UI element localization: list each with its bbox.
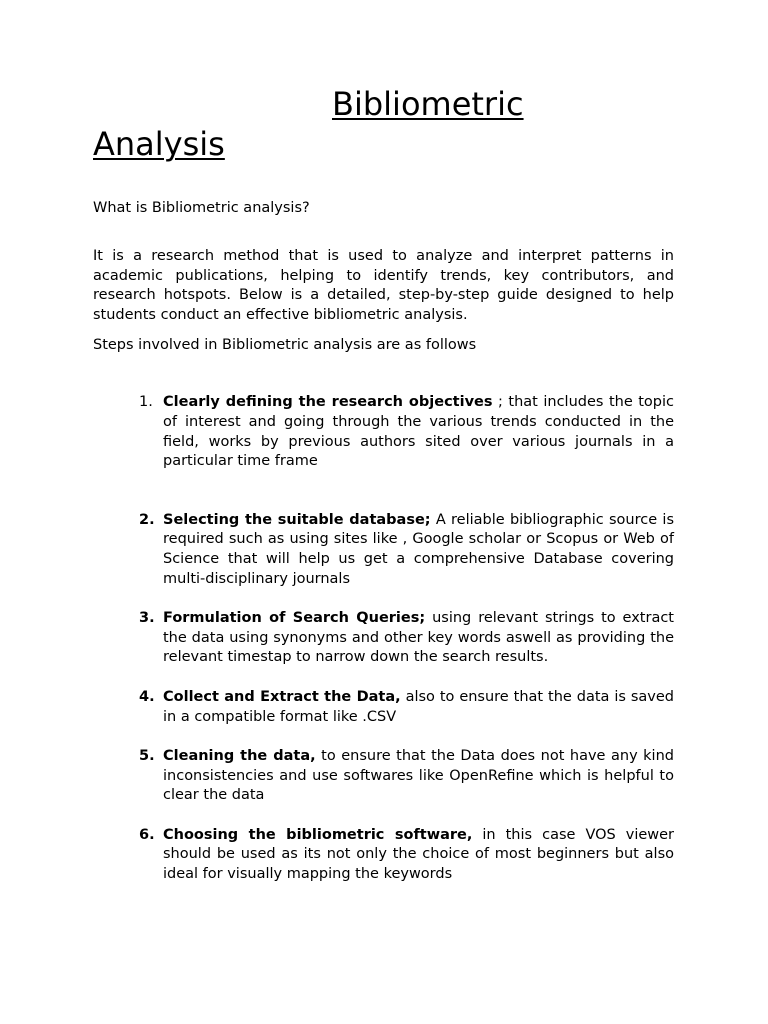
list-item <box>93 826 674 885</box>
list-item <box>93 609 674 668</box>
step-term: Formulation of Search Queries; <box>163 610 426 627</box>
list-item <box>93 688 674 727</box>
intro-paragraph: It is a research method that is used to analyze and interpret patterns in academic publications, helping to identify trends, key contributors, and research hotspots. Below is a detailed, step-by-step guide designed to help students conduct an effective bibliometric analysis. <box>93 248 674 323</box>
step-text: also to ensure that the data is saved in a compatible format like .CSV <box>163 688 674 725</box>
title-word-2: Analysis <box>93 125 225 163</box>
step-number: 2. <box>139 511 155 528</box>
step-text: using relevant strings to extract the data using synonyms and other key words aswell as providing the relevant timestap to narrow down the search results. <box>163 610 674 666</box>
step-number: 1. <box>139 394 153 411</box>
list-item <box>93 747 674 806</box>
step-number: 3. <box>139 610 155 627</box>
step-term: Clearly defining the research objectives <box>163 394 493 411</box>
steps-intro: Steps involved in Bibliometric analysis are as follows <box>93 337 477 354</box>
document-title <box>93 84 674 164</box>
step-text: in this case VOS viewer should be used as its not only the choice of most beginners but also ideal for visually mapping the keywords <box>163 826 675 883</box>
title-line-1 <box>93 84 674 124</box>
step-number: 4. <box>139 688 155 705</box>
step-term: Selecting the suitable database; <box>163 511 431 528</box>
step-text: to ensure that the Data does not have any kind inconsistencies and use softwares like OpenRefine which is helpful to clear the data <box>163 748 674 804</box>
title-word-1: Bibliometric <box>332 85 524 123</box>
step-term: Cleaning the data, <box>163 748 316 765</box>
step-text: ; that includes the topic of interest and going through the various trends conducted in the field, works by previous authors sited over various journals in a particular time frame <box>163 394 675 470</box>
step-number: 6. <box>139 826 155 843</box>
list-item <box>93 393 674 471</box>
step-term: Choosing the bibliometric software, <box>163 826 473 843</box>
step-text: A reliable bibliographic source is required such as using sites like , Google scholar or Scopus or Web of Science that will help us get a comprehensive Database covering multi-disciplinary journals <box>163 511 674 587</box>
step-term: Collect and Extract the Data, <box>163 688 401 705</box>
list-item <box>93 511 674 589</box>
step-number: 5. <box>139 748 155 765</box>
document-page <box>93 84 674 885</box>
question-heading: What is Bibliometric analysis? <box>93 200 310 216</box>
steps-list <box>93 393 674 884</box>
